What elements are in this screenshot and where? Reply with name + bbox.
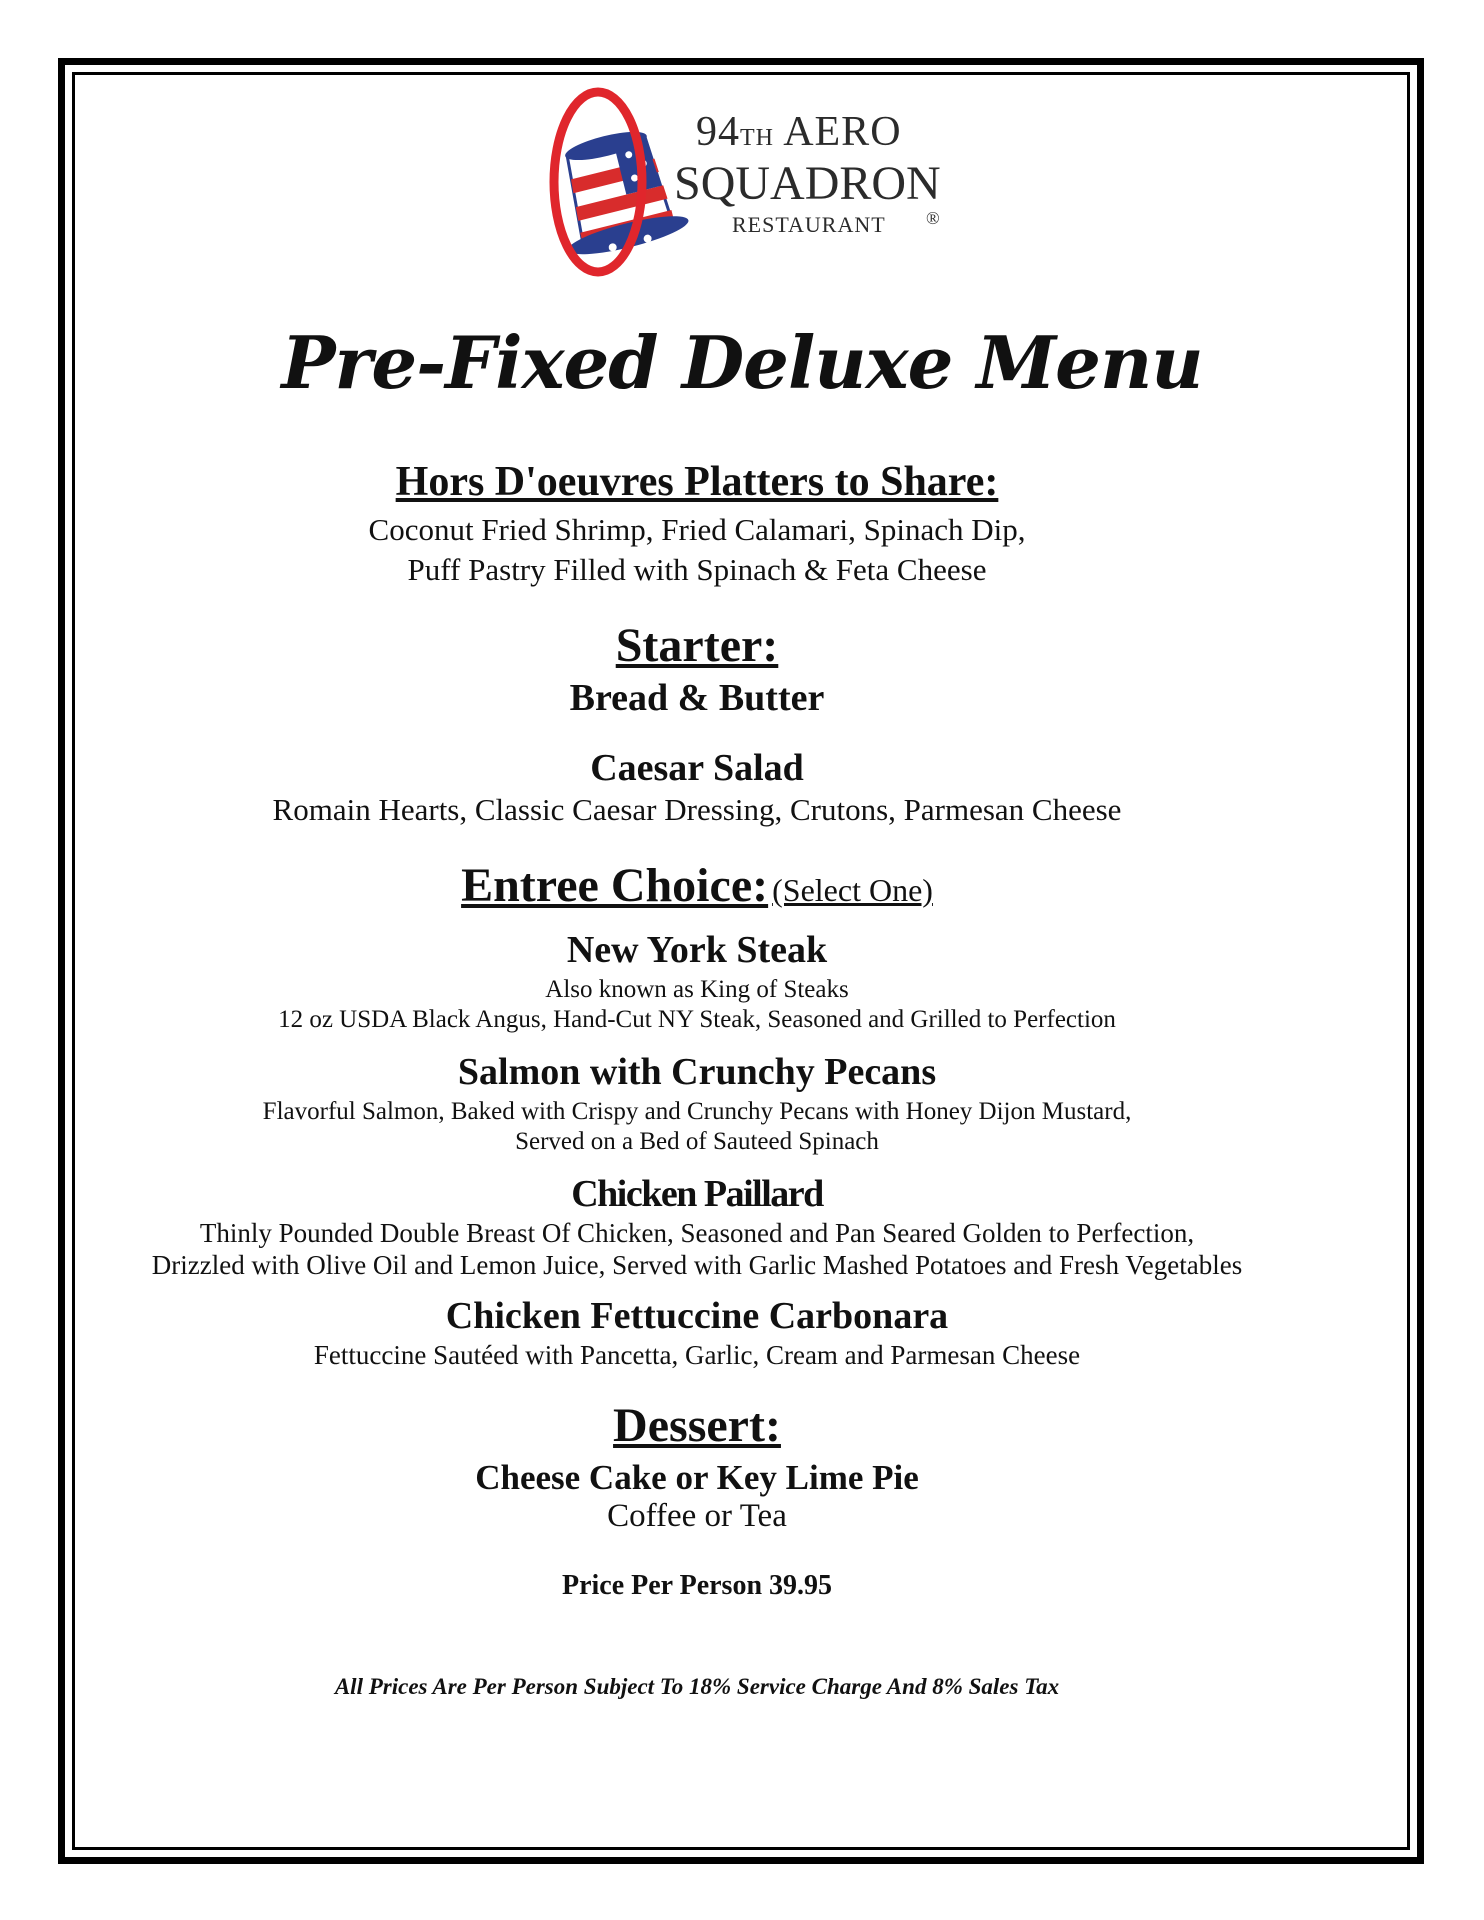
hors-line-2: Puff Pastry Filled with Spinach & Feta Cheese <box>407 552 987 587</box>
pricing-footnote: All Prices Are Per Person Subject To 18% Service Charge And 8% Sales Tax <box>334 1674 1060 1699</box>
entree-desc-line: Flavorful Salmon, Baked with Crispy and Crunchy Pecans with Honey Dijon Mustard, <box>262 1098 1132 1125</box>
restaurant-logo <box>540 84 960 284</box>
entree-desc-line: 12 oz USDA Black Angus, Hand-Cut NY Steak, Seasoned and Grilled to Perfection <box>278 1006 1116 1033</box>
entree-title-chicken-paillard: Chicken Paillard <box>571 1173 823 1215</box>
salad-title: Caesar Salad <box>590 747 804 789</box>
logo-line-3: RESTAURANT <box>732 212 886 237</box>
entree-desc-line: Drizzled with Olive Oil and Lemon Juice, Served with Garlic Mashed Potatoes and Fresh Vegetables <box>151 1250 1243 1280</box>
entree-desc-line: Served on a Bed of Sauteed Spinach <box>515 1128 879 1155</box>
top-hat-logo-icon <box>540 84 690 284</box>
entree-desc-line: Fettuccine Sautéed with Pancetta, Garlic, Cream and Parmesan Cheese <box>313 1340 1081 1370</box>
entree-desc-line: Thinly Pounded Double Breast Of Chicken, Seasoned and Pan Seared Golden to Perfection, <box>199 1218 1195 1248</box>
entree-title-carbonara: Chicken Fettuccine Carbonara <box>445 1295 949 1337</box>
registered-mark: ® <box>926 208 940 228</box>
entree-desc-line: Also known as King of Steaks <box>545 976 849 1003</box>
entree-heading-text: Entree Choice: <box>461 859 769 912</box>
entree-select-note: (Select One) <box>772 872 933 908</box>
hors-line-1: Coconut Fried Shrimp, Fried Calamari, Spinach Dip, <box>368 512 1026 547</box>
salad-desc: Romain Hearts, Classic Caesar Dressing, Crutons, Parmesan Cheese <box>272 792 1122 827</box>
entree-heading <box>0 858 1394 913</box>
starter-heading: Starter: <box>615 619 779 672</box>
dessert-item: Cheese Cake or Key Lime Pie <box>475 1458 919 1497</box>
dessert-drink: Coffee or Tea <box>607 1498 787 1534</box>
price-per-person: Price Per Person 39.95 <box>561 1570 833 1601</box>
starter-bread: Bread & Butter <box>569 677 825 719</box>
dessert-heading: Dessert: <box>613 1399 781 1452</box>
logo-line-2: SQUADRON <box>674 157 941 210</box>
entree-title-salmon: Salmon with Crunchy Pecans <box>457 1051 937 1093</box>
hors-heading: Hors D'oeuvres Platters to Share: <box>395 459 999 505</box>
logo-line-1: 94TH AERO <box>696 109 902 155</box>
menu-title: Pre-Fixed Deluxe Menu <box>281 320 1203 405</box>
entree-title-ny-steak: New York Steak <box>566 929 828 971</box>
